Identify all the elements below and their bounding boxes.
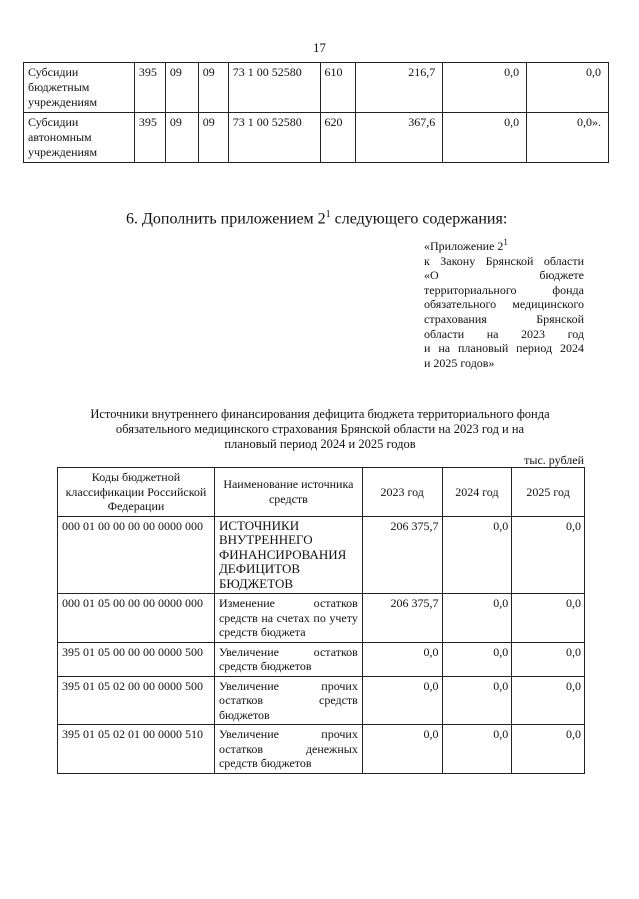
value-2024: 0,0 bbox=[442, 725, 512, 774]
row-name: Субсидии автономным учреждениям bbox=[24, 113, 135, 163]
appendix-line: «О бюджете bbox=[424, 268, 584, 283]
header-name: Наименование источника средств bbox=[214, 468, 362, 517]
value-2025: 0,0 bbox=[512, 642, 585, 676]
subsection-code: 09 bbox=[198, 63, 228, 113]
value-cell: 367,6 bbox=[356, 113, 443, 163]
value-2023: 206 375,7 bbox=[362, 516, 442, 594]
value-2025: 0,0 bbox=[512, 676, 585, 725]
value-2025: 0,0 bbox=[512, 725, 585, 774]
value-2023: 0,0 bbox=[362, 676, 442, 725]
table-row bbox=[58, 516, 585, 594]
ministry-code: 395 bbox=[134, 113, 165, 163]
section-heading-text: 6. Дополнить приложением 2 bbox=[126, 210, 326, 228]
appendix-line: к Закону Брянской области bbox=[424, 253, 584, 268]
table-header-row bbox=[58, 468, 585, 517]
section-heading-tail: следующего содержания: bbox=[330, 210, 508, 228]
source-name: Увеличение остатков средств бюджетов bbox=[214, 642, 362, 676]
appendix-title: «Приложение $2^1$ bbox=[424, 237, 508, 253]
value-2025: 0,0 bbox=[512, 516, 585, 594]
value-2025: 0,0 bbox=[512, 594, 585, 643]
appendix-line: и на плановый период 2024 bbox=[424, 341, 584, 356]
header-code: Коды бюджетной классификации Российской Федерации bbox=[58, 468, 215, 517]
appendix-header bbox=[424, 235, 584, 370]
table-caption: Источники внутреннего финансирования дефицита бюджета территориального фонда обязательного медицинского страхования Брянской области на 2023 год и на плановый период 2024 и 2025 годов bbox=[90, 407, 550, 451]
financing-sources-table bbox=[57, 467, 585, 774]
appendix-line: страхования Брянской bbox=[424, 311, 584, 326]
value-cell: 0,0 bbox=[443, 113, 527, 163]
source-name: Изменение остатков средств на счетах по учету средств бюджета bbox=[214, 594, 362, 643]
table-row bbox=[58, 676, 585, 725]
table-row bbox=[24, 113, 609, 163]
table-row bbox=[24, 63, 609, 113]
value-2024: 0,0 bbox=[442, 516, 512, 594]
expense-type-code: 620 bbox=[320, 113, 356, 163]
page-number: 17 bbox=[313, 40, 326, 55]
row-name: Субсидии бюджетным учреждениям bbox=[24, 63, 135, 113]
header-2025: 2025 год bbox=[512, 468, 585, 517]
budget-code: 395 01 05 00 00 00 0000 500 bbox=[58, 642, 215, 676]
value-cell: 0,0 bbox=[527, 63, 609, 113]
value-2024: 0,0 bbox=[442, 676, 512, 725]
value-2024: 0,0 bbox=[442, 594, 512, 643]
value-2024: 0,0 bbox=[442, 642, 512, 676]
budget-code: 395 01 05 02 00 00 0000 500 bbox=[58, 676, 215, 725]
source-name: Увеличение прочих остатков денежных средств бюджетов bbox=[214, 725, 362, 774]
table-row bbox=[58, 594, 585, 643]
ministry-code: 395 bbox=[134, 63, 165, 113]
budget-code: 395 01 05 02 01 00 0000 510 bbox=[58, 725, 215, 774]
target-code: 73 1 00 52580 bbox=[228, 113, 320, 163]
target-code: 73 1 00 52580 bbox=[228, 63, 320, 113]
expense-type-code: 610 bbox=[320, 63, 356, 113]
budget-code: 000 01 00 00 00 00 0000 000 bbox=[58, 516, 215, 594]
value-cell: 0,0 bbox=[443, 63, 527, 113]
table-row bbox=[58, 642, 585, 676]
table-row bbox=[58, 725, 585, 774]
value-cell: 0,0». bbox=[527, 113, 609, 163]
value-2023: 206 375,7 bbox=[362, 594, 442, 643]
appendix-line: и 2025 годов» bbox=[424, 355, 495, 370]
header-2023: 2023 год bbox=[362, 468, 442, 517]
section-code: 09 bbox=[165, 63, 198, 113]
source-name: Увеличение прочих остатков средств бюджетов bbox=[214, 676, 362, 725]
budget-code: 000 01 05 00 00 00 0000 000 bbox=[58, 594, 215, 643]
units-label: тыс. рублей bbox=[524, 453, 584, 467]
header-2024: 2024 год bbox=[442, 468, 512, 517]
value-cell: 216,7 bbox=[356, 63, 443, 113]
source-name: ИСТОЧНИКИ ВНУТРЕННЕГО ФИНАНСИРОВАНИЯ ДЕФИЦИТОВ БЮДЖЕТОВ bbox=[214, 516, 362, 594]
appendix-line: обязательного медицинского bbox=[424, 297, 584, 312]
section-heading bbox=[126, 209, 507, 228]
section-heading-sup: 1 bbox=[325, 209, 331, 220]
expenditure-table bbox=[23, 62, 609, 163]
section-code: 09 bbox=[165, 113, 198, 163]
appendix-line: территориального фонда bbox=[424, 282, 584, 297]
appendix-line: области на 2023 год bbox=[424, 326, 584, 341]
subsection-code: 09 bbox=[198, 113, 228, 163]
value-2023: 0,0 bbox=[362, 642, 442, 676]
value-2023: 0,0 bbox=[362, 725, 442, 774]
